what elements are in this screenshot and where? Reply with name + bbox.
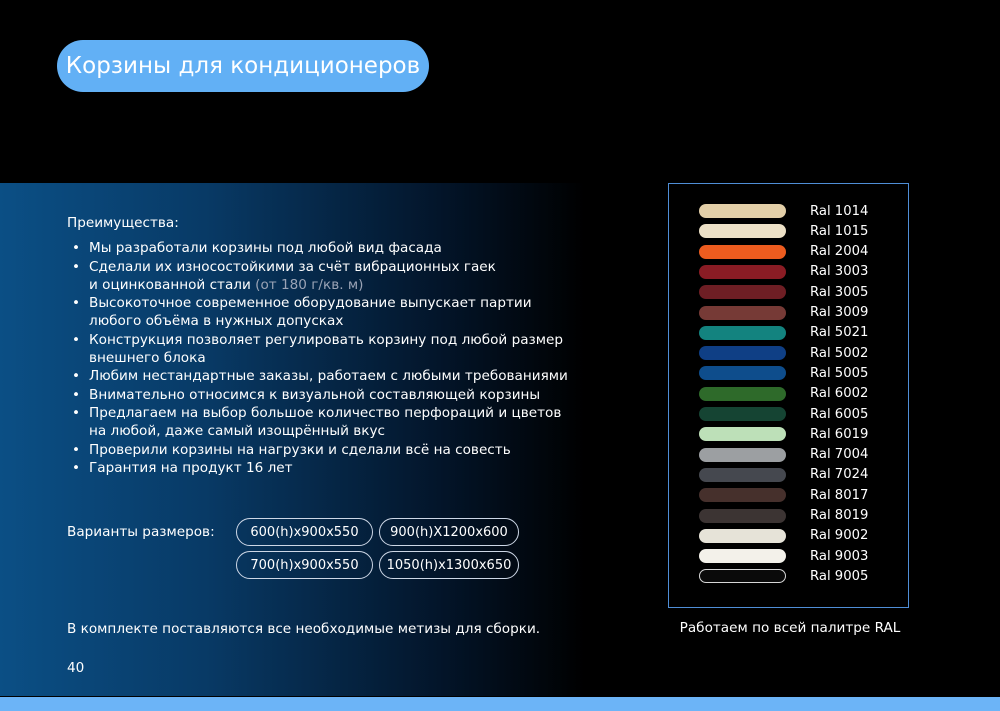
ral-color-row xyxy=(699,386,868,402)
advantage-item: • Гарантия на продукт 16 лет xyxy=(67,459,607,477)
ral-color-label: Ral 1015 xyxy=(810,223,869,239)
ral-color-row xyxy=(699,447,868,463)
ral-color-swatch xyxy=(699,245,786,259)
ral-color-swatch xyxy=(699,448,786,462)
ral-color-swatch xyxy=(699,346,786,360)
palette-caption: Работаем по всей палитре RAL xyxy=(679,620,901,636)
ral-color-label: Ral 6005 xyxy=(810,406,869,422)
ral-color-label: Ral 3005 xyxy=(810,284,869,300)
ral-color-row xyxy=(699,365,868,381)
ral-color-row xyxy=(699,467,868,483)
ral-color-row xyxy=(699,345,868,361)
advantage-item: • Внимательно относимся к визуальной составляющей корзины xyxy=(67,386,607,404)
ral-color-swatch xyxy=(699,326,786,340)
advantage-item: • Любим нестандартные заказы, работаем с любыми требованиями xyxy=(67,367,607,385)
ral-color-label: Ral 6019 xyxy=(810,426,869,442)
advantages-section xyxy=(67,214,607,477)
ral-palette-box xyxy=(668,183,909,608)
advantage-item: • Мы разработали корзины под любой вид фасада xyxy=(67,239,607,257)
ral-color-row xyxy=(699,305,868,321)
advantage-item: • Сделали их износостойкими за счёт вибрационных гаек и оцинкованной стали (от 180 г/кв. м) xyxy=(67,258,607,295)
advantage-item: • Проверили корзины на нагрузки и сделали всё на совесть xyxy=(67,441,607,459)
ral-color-label: Ral 1014 xyxy=(810,203,869,219)
ral-color-swatch xyxy=(699,468,786,482)
advantage-item: • Предлагаем на выбор большое количество перфораций и цветов на любой, даже самый изощрённый вкус xyxy=(67,404,607,441)
ral-color-label: Ral 5021 xyxy=(810,325,869,341)
ral-color-swatch xyxy=(699,306,786,320)
ral-color-label: Ral 5002 xyxy=(810,345,869,361)
ral-color-label: Ral 8017 xyxy=(810,487,869,503)
ral-color-swatch xyxy=(699,407,786,421)
zinc-coating-note: (от 180 г/кв. м) xyxy=(255,276,364,293)
size-option-pill: 700(h)x900x550 xyxy=(236,551,373,579)
ral-color-label: Ral 9002 xyxy=(810,528,869,544)
ral-color-label: Ral 8019 xyxy=(810,508,869,523)
ral-color-row xyxy=(699,244,868,260)
page-title: Корзины для кондиционеров xyxy=(65,53,421,79)
ral-color-label: Ral 2004 xyxy=(810,244,869,260)
page-number: 40 xyxy=(67,660,85,676)
ral-color-label: Ral 3003 xyxy=(810,264,869,280)
ral-color-label: Ral 9005 xyxy=(810,568,869,584)
ral-color-swatch xyxy=(699,204,786,218)
size-option-pill: 1050(h)x1300x650 xyxy=(379,551,519,579)
ral-color-row xyxy=(699,426,868,442)
ral-color-label: Ral 3009 xyxy=(810,305,869,320)
advantages-list xyxy=(67,239,607,477)
ral-color-swatch xyxy=(699,569,786,583)
ral-color-row xyxy=(699,264,868,280)
advantage-item: • Высокоточное современное оборудование выпускает партии любого объёма в нужных допусках xyxy=(67,294,607,331)
ral-color-row xyxy=(699,568,868,584)
ral-color-row xyxy=(699,487,868,503)
ral-color-swatch xyxy=(699,366,786,380)
size-option-pill: 600(h)x900x550 xyxy=(236,518,373,546)
ral-color-swatch xyxy=(699,509,786,523)
ral-color-row xyxy=(699,528,868,544)
ral-color-swatch xyxy=(699,549,786,563)
ral-color-label: Ral 6002 xyxy=(810,386,869,402)
advantages-heading: Преимущества: xyxy=(67,215,179,231)
ral-color-row xyxy=(699,203,868,219)
ral-color-swatch xyxy=(699,529,786,543)
ral-color-row xyxy=(699,325,868,341)
ral-color-swatch xyxy=(699,427,786,441)
ral-color-row xyxy=(699,284,868,300)
advantage-item: • Конструкция позволяет регулировать корзину под любой размер внешнего блока xyxy=(67,331,607,368)
sizes-label: Варианты размеров: xyxy=(67,524,215,540)
ral-color-label: Ral 7024 xyxy=(810,467,869,483)
kit-contents-text: В комплекте поставляются все необходимые метизы для сборки. xyxy=(67,621,541,637)
ral-color-row xyxy=(699,406,868,422)
ral-color-swatch xyxy=(699,387,786,401)
ral-color-swatch xyxy=(699,285,786,299)
ral-color-label: Ral 5005 xyxy=(810,365,869,381)
ral-color-row xyxy=(699,548,868,564)
ral-color-label: Ral 7004 xyxy=(810,447,869,463)
ral-color-swatch xyxy=(699,265,786,279)
ral-color-swatch xyxy=(699,224,786,238)
size-option-pill: 900(h)X1200x600 xyxy=(379,518,519,546)
ral-color-row xyxy=(699,508,868,524)
ral-color-row xyxy=(699,223,868,239)
bottom-accent-bar xyxy=(0,697,1000,711)
ral-color-swatch xyxy=(699,488,786,502)
page-title-badge xyxy=(57,40,429,92)
ral-color-label: Ral 9003 xyxy=(810,548,869,564)
